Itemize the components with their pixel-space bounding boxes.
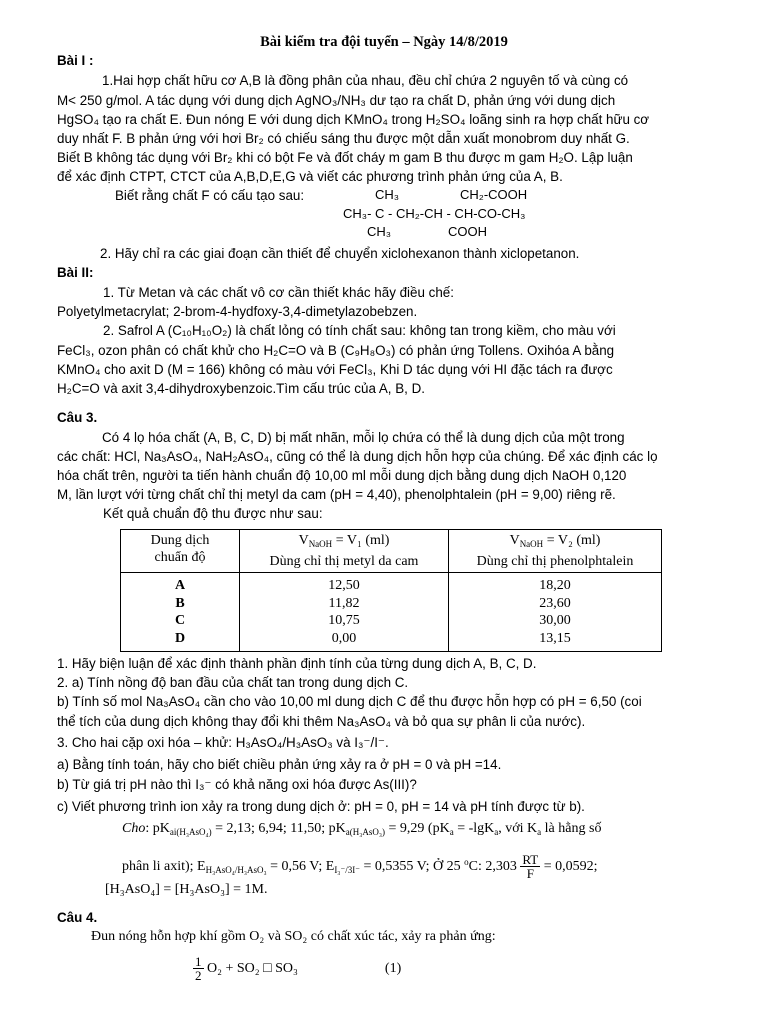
given-constants-line-2: phân li axit); $E_{H_3AsO_4/H_3AsO_3} = 0,56$ V; $E_{I_3^-/3I^-} = 0,5355$ V; Ở 25 $^o$C: 2,303 $\frac{RT}{F}$ = 0,0592; (122, 852, 598, 882)
paragraph-line: 1. Từ Metan và các chất vô cơ cần thiết khác hãy điều chế: (103, 285, 454, 300)
paragraph-line: 1.Hai hợp chất hữu cơ A,B là đồng phân của nhau, đều chỉ chứa 2 nguyên tố và cùng có (102, 73, 629, 88)
paragraph-line: các chất: HCl, Na₃AsO₄, NaH₂AsO₄, cũng có thể là dung dịch hỗn hợp của chúng. Để xác định các lọ (57, 449, 658, 464)
paragraph-line: KMnO₄ cho axit D (M = 166) không có màu với FeCl₃, Khi D tác dụng với HI đặc tách ra được (57, 362, 613, 377)
paragraph-line: Đun nóng hỗn hợp khí gồm O₂ và SO₂ có chất xúc tác, xảy ra phản ứng: (91, 929, 496, 944)
paragraph-line: để xác định CTPT, CTCT của A,B,D,E,G và viết các phương trình phản ứng của A, B. (57, 169, 563, 184)
question-line: thể tích của dung dịch không thay đổi khi thêm Na₃AsO₄ và bỏ qua sự phân li của nước). (57, 714, 586, 729)
section-heading-cau-3: Câu 3. (57, 410, 98, 425)
table-header-cell: $V_{NaOH} = V_2$ (ml) Dùng chỉ thị phenolphtalein (449, 530, 662, 573)
question-line: b) Từ giá trị pH nào thì I₃⁻ có khả năng oxi hóa được As(III)? (57, 777, 417, 792)
structure-bottom-cooh: COOH (448, 224, 487, 239)
paragraph-line: hóa chất trên, người ta tiến hành chuẩn độ 10,00 ml mỗi dung dịch bằng dung dịch NaOH 0,120 (57, 468, 627, 483)
question-line: c) Viết phương trình ion xảy ra trong dung dịch ở: pH = 0, pH = 14 và pH tính được từ b). (57, 799, 585, 814)
paragraph-line: duy nhất F. B phản ứng với hơi Br₂ có chiếu sáng thu được một dẫn xuất monobrom duy nhất G. (57, 131, 630, 146)
paragraph-line: H₂C=O và axit 3,4-dihydroxybenzoic.Tìm cấu trúc của A, B, D. (57, 381, 426, 396)
section-heading-cau-4: Câu 4. (57, 910, 98, 925)
question-line: 1. Hãy biện luận để xác định thành phần định tính của từng dung dịch A, B, C, D. (57, 656, 537, 671)
section-heading-bai-2: Bài II: (57, 265, 94, 280)
question-line: b) Tính số mol Na₃AsO₄ cần cho vào 10,00 ml dung dịch C để thu được hỗn hợp có pH = 6,50 (coi (57, 694, 642, 709)
paragraph-line: Có 4 lọ hóa chất (A, B, C, D) bị mất nhãn, mỗi lọ chứa có thể là dung dịch của một trong (102, 430, 625, 445)
paragraph-line: FeCl₃, ozon phân có chất khử cho H₂C=O và B (C₉H₈O₃) có phản ứng Tollens. Oxihóa A bằng (57, 343, 615, 358)
titration-results-table (120, 529, 662, 652)
paragraph-line: M, lần lượt với từng chất chỉ thị metyl da cam (pH = 4,40), phenolphtalein (pH = 9,00) riêng rẽ. (57, 487, 616, 502)
question-line: a) Bằng tính toán, hãy cho biết chiều phản ứng xảy ra ở pH = 0 và pH =14. (57, 757, 502, 772)
table-header-cell: Dung dịch chuẩn độ (121, 530, 240, 573)
given-constants-line-3: [H₃AsO₄] = [H₃AsO₃] = 1M. (105, 882, 268, 897)
paragraph-line: Biết B không tác dụng với Br₂ khi có bột Fe và đốt cháy m gam B thu được m gam H₂O. Lập luận (57, 150, 633, 165)
question-line: 3. Cho hai cặp oxi hóa – khử: H₃AsO₄/H₃AsO₃ và I₃⁻/I⁻. (57, 735, 389, 750)
question-line: 2. Hãy chỉ ra các giai đoạn cần thiết để chuyển xiclohexanon thành xiclopetanon. (100, 246, 580, 261)
table-cell-v2: 18,20 23,60 30,00 13,15 (449, 573, 662, 652)
table-row (121, 573, 662, 652)
one-half-fraction: $\frac{1}{2}$ (195, 954, 202, 984)
paragraph-line: Polyetylmetacrylat; 2-brom-4-hydfoxy-3,4-dimetylazobebzen. (57, 304, 418, 319)
table-cell-labels: A B C D (121, 573, 240, 652)
structure-bottom-ch3: CH₃ (367, 224, 392, 239)
section-heading-bai-1: Bài I : (57, 53, 94, 68)
given-constants-line-1: Cho: $pK_{ai(H_3AsO_4)} = 2,13$; 6,94; 11,50; $pK_{a(H_3AsO_3)} = 9,29$ ($pK_a = -\lg K_a$, với $K_a$ là hằng số (122, 821, 602, 837)
structure-main-chain: CH₃- C - CH₂-CH - CH-CO-CH₃ (343, 206, 526, 221)
paragraph-line: 2. Safrol A (C₁₀H₁₀O₂) là chất lỏng có tính chất sau: không tan trong kiềm, cho màu với (103, 323, 616, 338)
document-title: Bài kiểm tra đội tuyển – Ngày 14/8/2019 (260, 34, 508, 50)
table-header-cell: $V_{NaOH} = V_1$ (ml) Dùng chỉ thị metyl da cam (240, 530, 449, 573)
question-line: 2. a) Tính nồng độ ban đầu của chất tan trong dung dịch C. (57, 675, 409, 690)
structure-top-ch3: CH₃ (375, 187, 400, 202)
paragraph-line: HgSO₄ tạo ra chất E. Đun nóng E với dung dịch KMnO₄ trong H₂SO₄ loãng sinh ra hợp chất hữu cơ (57, 112, 650, 127)
paragraph-line: M< 250 g/mol. A tác dụng với dung dịch AgNO₃/NH₃ dư tạo ra chất D, phản ứng với dung dịch (57, 93, 616, 108)
reaction-equation-1: $\frac{1}{2}$ O₂ + SO₂ □ SO₃ (1) (195, 954, 402, 984)
structure-top-ch2cooh: CH₂-COOH (460, 187, 528, 202)
rt-over-f-fraction: $\frac{RT}{F}$ (522, 852, 539, 882)
paragraph-line: Kết quả chuẩn độ thu được như sau: (103, 506, 323, 521)
table-cell-v1: 12,50 11,82 10,75 0,00 (240, 573, 449, 652)
structure-intro: Biết rằng chất F có cấu tạo sau: (115, 188, 305, 203)
table-header-row (121, 530, 662, 573)
